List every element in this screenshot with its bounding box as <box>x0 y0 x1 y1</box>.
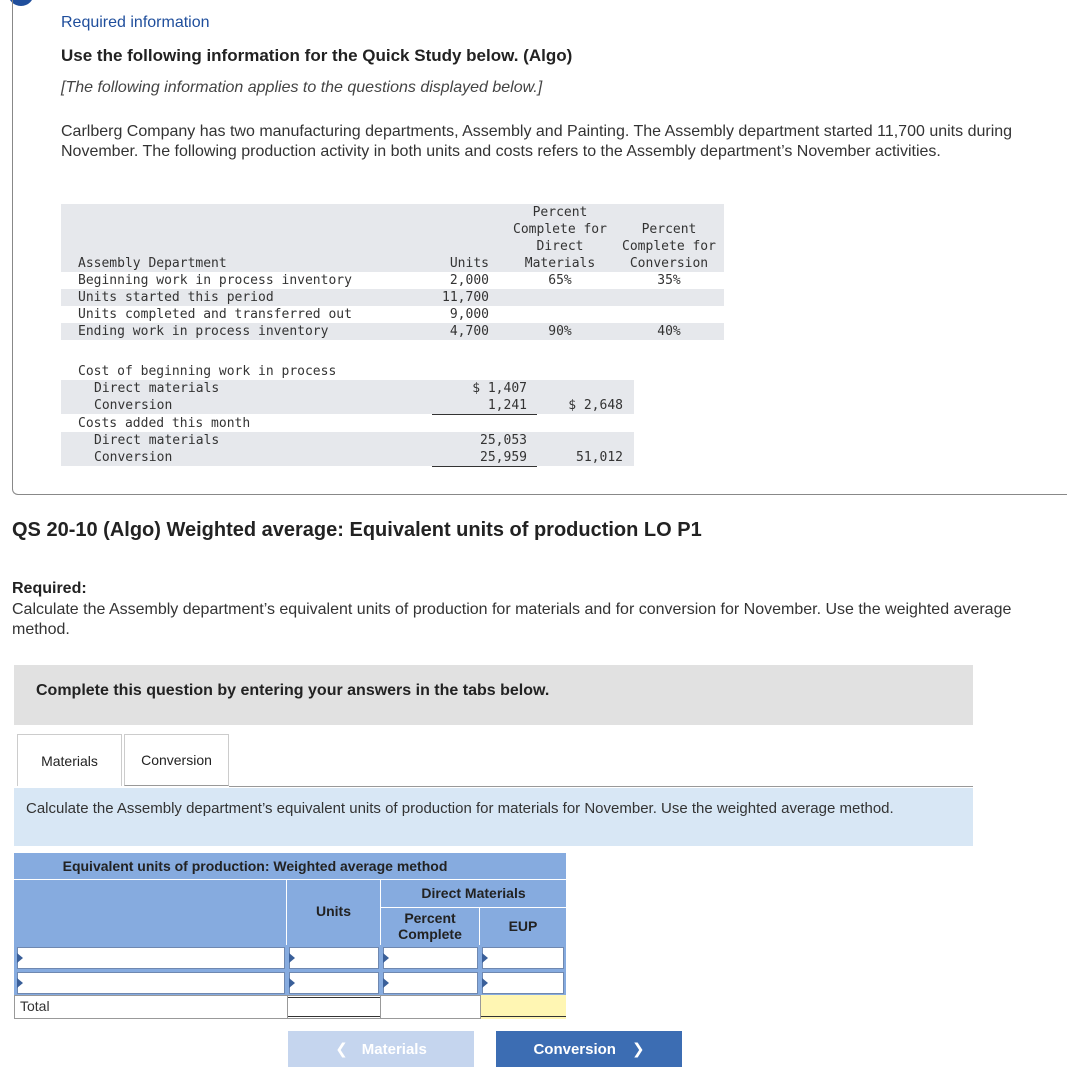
beg-conv-label: Conversion <box>94 398 173 413</box>
input-arrow-icon <box>289 953 295 963</box>
input-arrow-icon <box>383 978 389 988</box>
add-total-value: 51,012 <box>576 450 623 465</box>
dropdown-arrow-icon <box>17 978 23 988</box>
answer-table-title: Equivalent units of production: Weighted average method <box>62 858 448 874</box>
row1-eup-field[interactable] <box>483 948 563 968</box>
dm-header-1: Percent <box>532 205 588 220</box>
conv-header-1: Percent <box>641 222 697 237</box>
input-arrow-icon <box>289 978 295 988</box>
dropdown-arrow-icon <box>17 953 23 963</box>
next-tab-label: Conversion <box>533 1040 616 1058</box>
required-info-heading: Required information <box>61 14 210 31</box>
question-title: QS 20-10 (Algo) Weighted average: Equivalent units of production LO P1 <box>12 519 702 541</box>
row-units: 2,000 <box>449 273 489 288</box>
beg-dm-label: Direct materials <box>94 381 220 396</box>
row2-units-input[interactable] <box>289 972 379 994</box>
add-dm-value: 25,053 <box>480 433 527 448</box>
row1-label-input[interactable] <box>17 947 285 969</box>
complete-banner-text: Complete this question by entering your answers in the tabs below. <box>36 682 550 699</box>
row2-label-field[interactable] <box>18 973 284 993</box>
units-column-header: Units <box>316 903 351 919</box>
tab-conversion[interactable]: Conversion <box>124 734 229 786</box>
row-conv: 35% <box>657 273 681 288</box>
use-following-heading: Use the following information for the Quick Study below. (Algo) <box>61 46 573 65</box>
row2-label-input[interactable] <box>17 972 285 994</box>
total-units-cell <box>287 995 381 1019</box>
instruction-text: Calculate the Assembly department’s equivalent units of production for materials for November. Use the weighted average method. <box>26 800 894 817</box>
prev-tab-button[interactable] <box>288 1031 474 1067</box>
conv-header-2: Complete for <box>622 239 716 254</box>
intro-paragraph: Carlberg Company has two manufacturing departments, Assembly and Painting. The Assembly department started 11,700 units during November. The following production activity in both units and costs refers to the Assembly department’s November activities. <box>61 123 1013 160</box>
row-units: 4,700 <box>449 324 489 339</box>
percent-header-line2: Complete <box>398 926 462 942</box>
row-label: Beginning work in process inventory <box>78 273 352 288</box>
add-conv-label: Conversion <box>94 450 173 465</box>
row1-percent-field[interactable] <box>384 948 477 968</box>
required-label: Required: <box>12 580 87 597</box>
dm-column-header: Direct Materials <box>421 885 526 901</box>
dm-header-3: Direct <box>536 239 584 254</box>
row1-units-field[interactable] <box>290 948 378 968</box>
row2-percent-input[interactable] <box>383 972 478 994</box>
input-arrow-icon <box>482 978 488 988</box>
eup-column-header: EUP <box>508 918 538 934</box>
units-header: Units <box>449 256 489 271</box>
chevron-right-icon: ❯ <box>631 1041 645 1058</box>
row-dm: 65% <box>548 273 572 288</box>
input-arrow-icon <box>383 953 389 963</box>
dept-header: Assembly Department <box>78 256 227 271</box>
row-conv: 40% <box>657 324 681 339</box>
next-tab-button[interactable] <box>496 1031 682 1067</box>
row2-eup-field[interactable] <box>483 973 563 993</box>
input-arrow-icon <box>482 953 488 963</box>
row-label: Ending work in process inventory <box>78 324 329 339</box>
row-label: Units started this period <box>78 290 274 305</box>
beg-conv-value: 1,241 <box>432 397 537 415</box>
row2-percent-field[interactable] <box>384 973 477 993</box>
beg-total-value: $ 2,648 <box>568 398 623 413</box>
cost-beginning-label: Cost of beginning work in process <box>78 364 337 379</box>
tab-divider <box>229 786 973 787</box>
header-label-cell <box>14 880 286 945</box>
row1-eup-input[interactable] <box>482 947 564 969</box>
row2-units-field[interactable] <box>290 973 378 993</box>
add-dm-label: Direct materials <box>94 433 220 448</box>
row-units: 9,000 <box>449 307 489 322</box>
costs-added-label: Costs added this month <box>78 416 251 431</box>
prev-tab-label: Materials <box>361 1040 427 1058</box>
beg-dm-value: $ 1,407 <box>472 381 527 396</box>
total-label: Total <box>20 998 50 1014</box>
dm-header-2: Complete for <box>513 222 607 237</box>
total-eup-cell[interactable] <box>480 995 566 1019</box>
row-units: 11,700 <box>442 290 489 305</box>
row-label: Units completed and transferred out <box>78 307 352 322</box>
applies-note: [The following information applies to the questions displayed below.] <box>61 79 543 96</box>
chevron-left-icon: ❮ <box>335 1041 348 1058</box>
add-conv-value: 25,959 <box>432 449 537 467</box>
row-dm: 90% <box>548 324 572 339</box>
row1-units-input[interactable] <box>289 947 379 969</box>
tab-materials[interactable]: Materials <box>17 734 122 786</box>
dm-header-4: Materials <box>524 256 596 271</box>
row1-label-field[interactable] <box>18 948 284 968</box>
percent-complete-header <box>381 910 479 942</box>
percent-header-line1: Percent <box>404 910 456 926</box>
conv-header-3: Conversion <box>629 256 709 271</box>
required-text: Calculate the Assembly department’s equivalent units of production for materials and for conversion for November. Use the weighted average method. <box>12 601 1012 638</box>
row2-eup-input[interactable] <box>482 972 564 994</box>
row1-percent-input[interactable] <box>383 947 478 969</box>
